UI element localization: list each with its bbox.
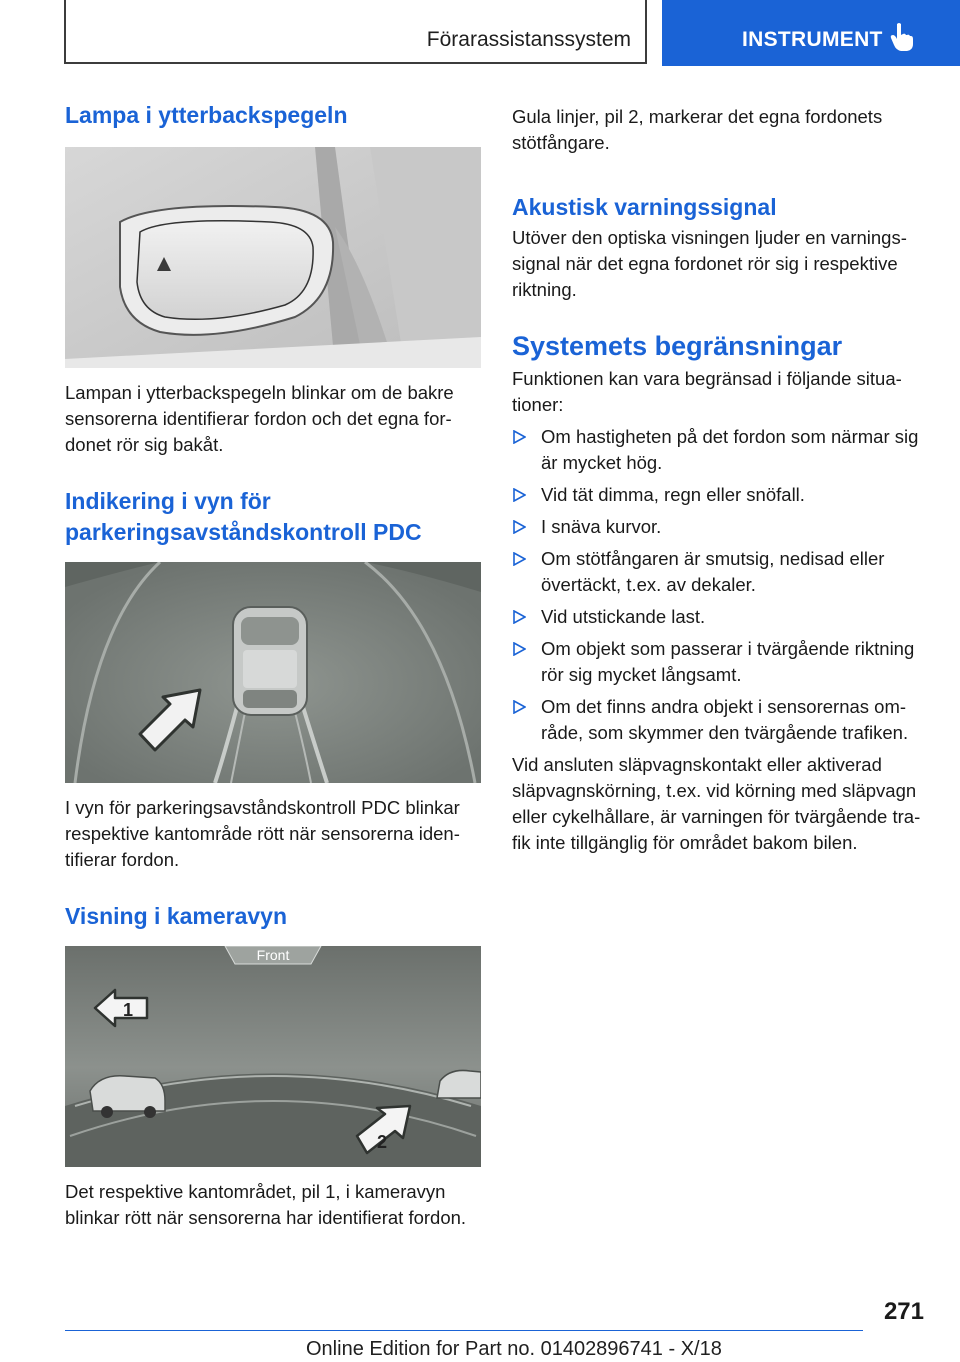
camera-arrow-2-label: 2 — [377, 1132, 388, 1152]
trailer-note-text: Vid ansluten släpvagnskontakt eller aktiverad släpvagnskörning, t.ex. vid körning med släpvagn eller cykelhållare, är varningen för tvärgående trafik inte tillgänglig för området bakom bilen. — [512, 754, 921, 853]
bumper-lines-text: Gula linjer, pil 2, markerar det egna fordonets stötfångare. — [512, 106, 883, 153]
page-number: 271 — [883, 1298, 924, 1325]
camera-front-label: Front — [256, 947, 290, 963]
header-section-box — [64, 0, 647, 64]
camera-arrow-1-label: 1 — [123, 1000, 134, 1020]
camera-view-figure — [65, 946, 481, 1167]
triangle-bullet-icon — [513, 430, 526, 444]
list-item: Vid utstickande last. — [512, 604, 928, 630]
limitations-intro: Funktionen kan vara begränsad i följande situationer: — [512, 368, 902, 415]
camera-view-text: Det respektive kantområdet, pil 1, i kameravyn blinkar rött när sensorerna har identifierat fordon. — [65, 1181, 467, 1228]
pdc-view-text: I vyn för parkeringsavståndskontroll PDC blinkar respektive kantområde rött när sensorerna identifierar fordon. — [65, 797, 460, 870]
list-item: Vid tät dimma, regn eller snöfall. — [512, 482, 928, 508]
acoustic-text: Utöver den optiska visningen ljuder en varningssignal när det egna fordonet rör sig i respektive riktning. — [512, 227, 907, 300]
triangle-bullet-icon — [513, 488, 526, 502]
footer-divider — [65, 1330, 863, 1331]
section-title-limitations: Systemets begränsningar — [512, 331, 843, 361]
mirror-lamp-figure — [65, 147, 481, 368]
pointing-hand-icon — [890, 22, 914, 52]
triangle-bullet-icon — [513, 642, 526, 656]
list-item: Om objekt som passerar i tvärgående riktning rör sig mycket långsamt. — [512, 636, 928, 688]
section-title-pdc-line1: Indikering i vyn för — [65, 488, 271, 514]
triangle-bullet-icon — [513, 610, 526, 624]
triangle-bullet-icon — [513, 552, 526, 566]
list-item: Om stötfångaren är smutsig, nedisad eller övertäckt, t.ex. av dekaler. — [512, 546, 928, 598]
footer-edition-text: Online Edition for Part no. 01402896741 - X/18 — [306, 1338, 722, 1360]
section-title-camera: Visning i kameravyn — [65, 903, 288, 929]
section-title-pdc — [65, 486, 481, 548]
list-item: Om det finns andra objekt i sensorernas område, som skymmer den tvärgående trafiken. — [512, 694, 928, 746]
header-chapter-tab[interactable] — [662, 0, 960, 66]
right-column — [512, 100, 928, 856]
header-chapter-label: INSTRUMENT — [742, 28, 883, 51]
section-title-acoustic: Akustisk varningssignal — [512, 194, 777, 220]
limitations-list — [512, 424, 928, 746]
section-title-pdc-line2: parkeringsavståndskontroll PDC — [65, 519, 422, 545]
section-title-mirror-lamp: Lampa i ytterbackspegeln — [65, 102, 348, 128]
header-section-title: Förarassistanssystem — [426, 28, 631, 51]
left-column — [65, 100, 481, 1231]
triangle-bullet-icon — [513, 520, 526, 534]
list-item: Om hastigheten på det fordon som närmar sig är mycket hög. — [512, 424, 928, 476]
pdc-view-figure — [65, 562, 481, 783]
list-item: I snäva kurvor. — [512, 514, 928, 540]
triangle-bullet-icon — [513, 700, 526, 714]
mirror-lamp-text: Lampan i ytterbackspegeln blinkar om de bakre sensorerna identifierar fordon och det egna fordonet rör sig bakåt. — [65, 382, 454, 455]
